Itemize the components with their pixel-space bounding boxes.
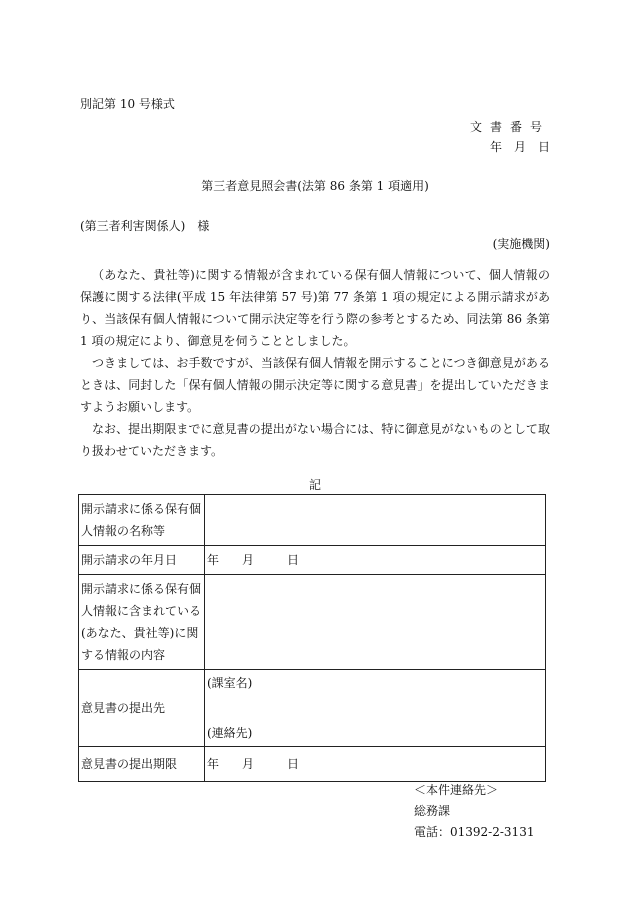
ki-heading: 記 (308, 478, 321, 492)
details-table (78, 494, 546, 782)
form-number: 別記第 10 号様式 (80, 97, 175, 111)
contact-label: (連絡先) (207, 726, 253, 740)
deadline-month: 月 (242, 757, 255, 771)
dept-label: (課室名) (207, 676, 253, 690)
document-title: 第三者意見照会書(法第 86 条第 1 項適用) (201, 179, 429, 193)
contact-heading: ＜本件連絡先＞ (414, 783, 499, 797)
request-day: 日 (287, 553, 300, 567)
table-row (79, 495, 546, 546)
row-label-info-name: 開示請求に係る保有個人情報の名称等 (79, 495, 205, 546)
contact-block (414, 780, 534, 843)
request-date-field (205, 546, 546, 575)
info-name-field (205, 495, 546, 546)
row-label-request-date: 開示請求の年月日 (79, 546, 205, 575)
table-row (79, 546, 546, 575)
request-month: 月 (242, 553, 255, 567)
contact-dept: 総務課 (414, 804, 451, 818)
table-row (79, 575, 546, 670)
request-year: 年 (207, 553, 220, 567)
info-content-field (205, 575, 546, 670)
deadline-day: 日 (287, 757, 300, 771)
contact-phone: 電話：01392-2-3131 (414, 825, 535, 839)
row-label-deadline: 意見書の提出期限 (79, 747, 205, 782)
body-paragraph-2: つきましては、お手数ですが、当該保有個人情報を開示することにつき御意見があるときは、同封した「保有個人情報の開示決定等に関する意見書」を提出していただきますようお願いします。 (80, 356, 550, 414)
row-label-submission-dest: 意見書の提出先 (79, 670, 205, 747)
implementing-organization: (実施機関) (492, 237, 550, 251)
submission-dest-field (205, 670, 546, 747)
deadline-field (205, 747, 546, 782)
table-row (79, 747, 546, 782)
body-paragraph-1: （あなた、貴社等)に関する情報が含まれている保有個人情報について、個人情報の保護に関する法律(平成 15 年法律第 57 号)第 77 条第 1 項の規定による開示請求があり、当該保有個人情報について開示決定等を行う際の参考とするため、同法第 86 条第 1 項の規定により、御意見を伺うこととしました。 (80, 268, 550, 348)
table-row (79, 670, 546, 747)
row-label-info-content: 開示請求に係る保有個人情報に含まれている(あなた、貴社等)に関する情報の内容 (79, 575, 205, 670)
body-paragraph-3: なお、提出期限までに意見書の提出がない場合には、特に御意見がないものとして取り扱わせていただきます。 (80, 422, 550, 458)
date-line: 年 月 日 (489, 140, 550, 154)
document-number-label: 文書番号 (469, 120, 550, 134)
addressee: (第三者利害関係人) 様 (80, 219, 210, 233)
body-text (80, 264, 550, 462)
deadline-year: 年 (207, 757, 220, 771)
